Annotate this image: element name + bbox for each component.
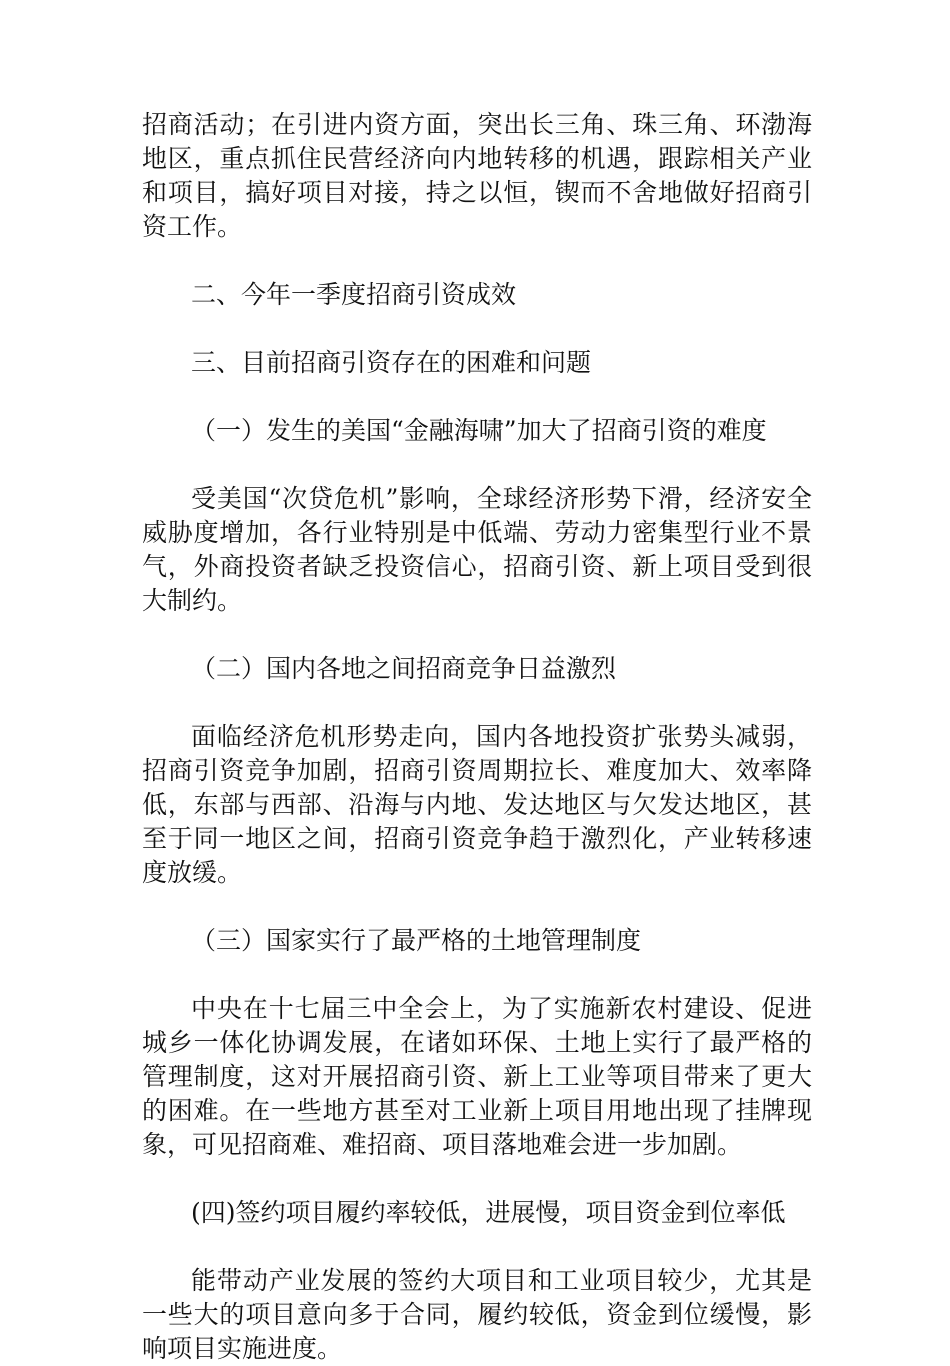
- section-heading-3: 三、目前招商引资存在的困难和问题: [191, 348, 592, 377]
- subheading-1: （一）发生的美国“金融海啸”加大了招商引资的难度: [191, 416, 767, 445]
- document-body: [142, 108, 812, 1366]
- paragraph-intro: 招商活动；在引进内资方面，突出长三角、珠三角、环渤海地区，重点抓住民营经济向内地转移的机遇，跟踪相关产业和项目，搞好项目对接，持之以恒，锲而不舍地做好招商引资工作。: [142, 110, 812, 241]
- subheading-3: （三）国家实行了最严格的土地管理制度: [191, 926, 642, 955]
- paragraph-2: 面临经济危机形势走向，国内各地投资扩张势头减弱，招商引资竞争加剧，招商引资周期拉长、难度加大、效率降低，东部与西部、沿海与内地、发达地区与欠发达地区，甚至于同一地区之间，招商引资竞争趋于激烈化，产业转移速度放缓。: [142, 722, 812, 887]
- paragraph-1: 受美国“次贷危机”影响，全球经济形势下滑，经济安全威胁度增加，各行业特别是中低端、劳动力密集型行业不景气，外商投资者缺乏投资信心，招商引资、新上项目受到很大制约。: [142, 484, 812, 615]
- paragraph-4: 能带动产业发展的签约大项目和工业项目较少，尤其是一些大的项目意向多于合同，履约较低，资金到位缓慢，影响项目实施进度。: [142, 1266, 812, 1363]
- subheading-4: (四)签约项目履约率较低，进展慢，项目资金到位率低: [191, 1198, 786, 1227]
- subheading-2: （二）国内各地之间招商竞争日益激烈: [191, 654, 617, 683]
- section-heading-2: 二、今年一季度招商引资成效: [191, 280, 517, 309]
- paragraph-3: 中央在十七届三中全会上，为了实施新农村建设、促进城乡一体化协调发展，在诸如环保、土地上实行了最严格的管理制度，这对开展招商引资、新上工业等项目带来了更大的困难。在一些地方甚至对工业新上项目用地出现了挂牌现象，可见招商难、难招商、项目落地难会进一步加剧。: [142, 994, 812, 1159]
